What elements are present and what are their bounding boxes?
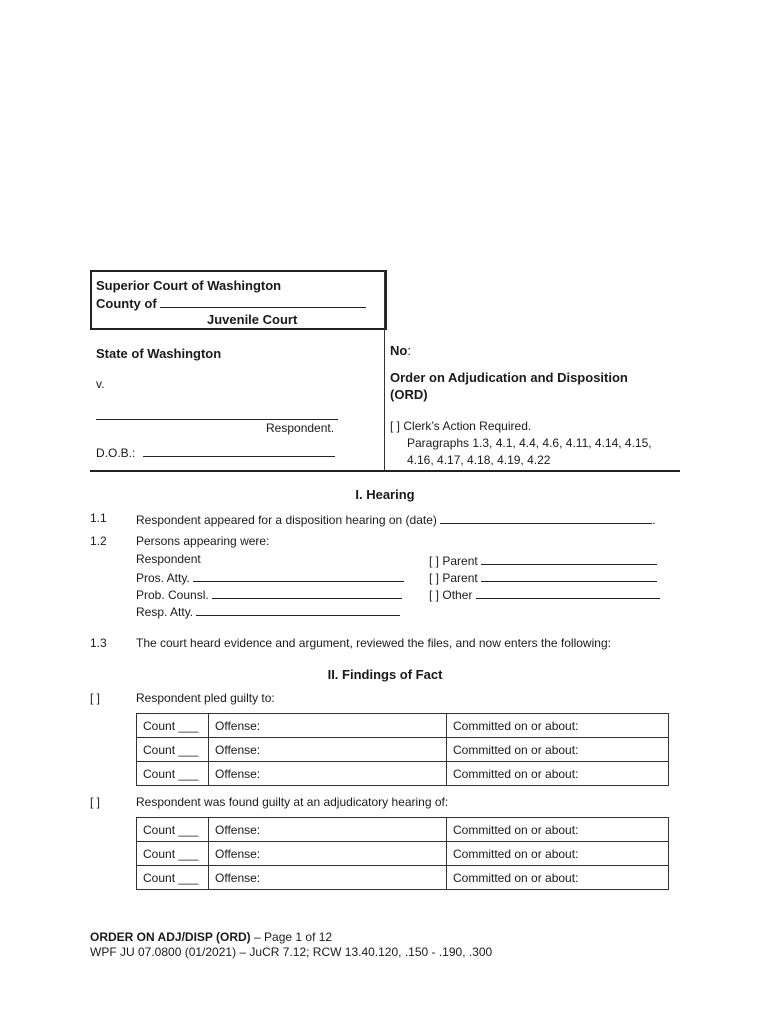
found-guilty-label: Respondent was found guilty at an adjudicatory hearing of: [136, 795, 449, 809]
committed-cell[interactable]: Committed on or about: [447, 842, 669, 866]
item-number-1-3: 1.3 [90, 636, 107, 650]
guilty-plea-label: Respondent pled guilty to: [136, 691, 275, 705]
other-checkbox[interactable]: [ ] [429, 588, 440, 602]
parent-1-checkbox[interactable]: [ ] [429, 554, 440, 568]
count-cell[interactable]: Count ___ [137, 714, 209, 738]
footer-title-line [90, 930, 332, 944]
county-line [96, 295, 366, 311]
state-name: State of Washington [96, 346, 222, 361]
appearing-other [429, 586, 660, 602]
appearing-prob-counsl [136, 586, 402, 602]
dob-line [96, 444, 335, 460]
offense-cell[interactable]: Offense: [209, 842, 447, 866]
parent-2-checkbox[interactable]: [ ] [429, 571, 440, 585]
table-row [137, 714, 669, 738]
guilty-plea-checkbox[interactable]: [ ] [90, 691, 101, 705]
appearing-parent-1 [429, 552, 657, 568]
item-number-1-1: 1.1 [90, 511, 107, 525]
table-row [137, 738, 669, 762]
item-number-1-2: 1.2 [90, 534, 107, 548]
caption-divider-horizontal [90, 470, 680, 472]
table-row [137, 866, 669, 890]
footer-form-citation: WPF JU 07.0800 (01/2021) – JuCR 7.12; RCW 13.40.120, .150 - .190, .300 [90, 945, 493, 959]
clerks-action-checkbox[interactable]: [ ] [390, 419, 401, 433]
section-hearing-heading: I. Hearing [355, 487, 415, 502]
parent-1-label: Parent [442, 554, 478, 568]
court-name: Superior Court of Washington [96, 278, 282, 293]
committed-cell[interactable]: Committed on or about: [447, 762, 669, 786]
offense-cell[interactable]: Offense: [209, 762, 447, 786]
offense-cell[interactable]: Offense: [209, 738, 447, 762]
footer-page-info: – Page 1 of 12 [250, 930, 333, 944]
hearing-date-period: . [652, 513, 656, 527]
paragraphs-line-1: Paragraphs 1.3, 4.1, 4.4, 4.6, 4.11, 4.14, 4.15, [407, 436, 652, 450]
pros-atty-field[interactable] [193, 569, 404, 582]
count-cell[interactable]: Count ___ [137, 738, 209, 762]
table-row [137, 818, 669, 842]
count-cell[interactable]: Count ___ [137, 762, 209, 786]
appearing-parent-2 [429, 569, 657, 585]
count-cell[interactable]: Count ___ [137, 818, 209, 842]
versus: v. [96, 377, 105, 391]
pros-atty-label: Pros. Atty. [136, 571, 190, 585]
footer-form-title: ORDER ON ADJ/DISP (ORD) [90, 930, 251, 944]
clerks-action-line [390, 419, 531, 433]
respondent-name-field[interactable] [96, 407, 338, 420]
case-number-colon: : [407, 343, 411, 358]
case-number-label: No [390, 343, 408, 358]
county-field[interactable] [160, 295, 366, 308]
persons-appearing-label: Persons appearing were: [136, 534, 270, 548]
court-heard-text: The court heard evidence and argument, reviewed the files, and now enters the following: [136, 636, 611, 650]
resp-atty-field[interactable] [196, 603, 400, 616]
resp-atty-label: Resp. Atty. [136, 605, 194, 619]
case-number-line [390, 343, 411, 358]
county-label: County of [96, 296, 157, 311]
appearing-respondent: Respondent [136, 552, 201, 566]
caption-divider-vertical [384, 270, 385, 470]
table-row [137, 762, 669, 786]
committed-cell[interactable]: Committed on or about: [447, 818, 669, 842]
section-findings-heading: II. Findings of Fact [327, 667, 443, 682]
offense-cell[interactable]: Offense: [209, 714, 447, 738]
paragraphs-line-2: 4.16, 4.17, 4.18, 4.19, 4.22 [407, 453, 551, 467]
other-label: Other [442, 588, 473, 602]
committed-cell[interactable]: Committed on or about: [447, 714, 669, 738]
count-cell[interactable]: Count ___ [137, 866, 209, 890]
order-code: (ORD) [390, 387, 428, 402]
hearing-date-field[interactable] [440, 511, 652, 524]
clerks-action-label: Clerk’s Action Required. [403, 419, 532, 433]
juvenile-court-label: Juvenile Court [207, 312, 298, 327]
other-field[interactable] [476, 586, 660, 599]
parent-1-field[interactable] [481, 552, 657, 565]
order-title: Order on Adjudication and Disposition [390, 370, 628, 385]
offense-cell[interactable]: Offense: [209, 866, 447, 890]
appearing-resp-atty [136, 603, 400, 619]
table-row [137, 842, 669, 866]
found-guilty-checkbox[interactable]: [ ] [90, 795, 101, 809]
committed-cell[interactable]: Committed on or about: [447, 738, 669, 762]
hearing-date-line [136, 511, 656, 527]
parent-2-field[interactable] [481, 569, 657, 582]
prob-counsl-field[interactable] [212, 586, 402, 599]
committed-cell[interactable]: Committed on or about: [447, 866, 669, 890]
dob-label: D.O.B.: [96, 446, 136, 460]
guilty-plea-table [136, 713, 669, 786]
respondent-label: Respondent. [266, 421, 335, 435]
hearing-date-label: Respondent appeared for a disposition hearing on (date) [136, 513, 437, 527]
dob-field[interactable] [143, 444, 335, 457]
prob-counsl-label: Prob. Counsl. [136, 588, 209, 602]
found-guilty-table [136, 817, 669, 890]
appearing-pros-atty [136, 569, 404, 585]
count-cell[interactable]: Count ___ [137, 842, 209, 866]
parent-2-label: Parent [442, 571, 478, 585]
offense-cell[interactable]: Offense: [209, 818, 447, 842]
